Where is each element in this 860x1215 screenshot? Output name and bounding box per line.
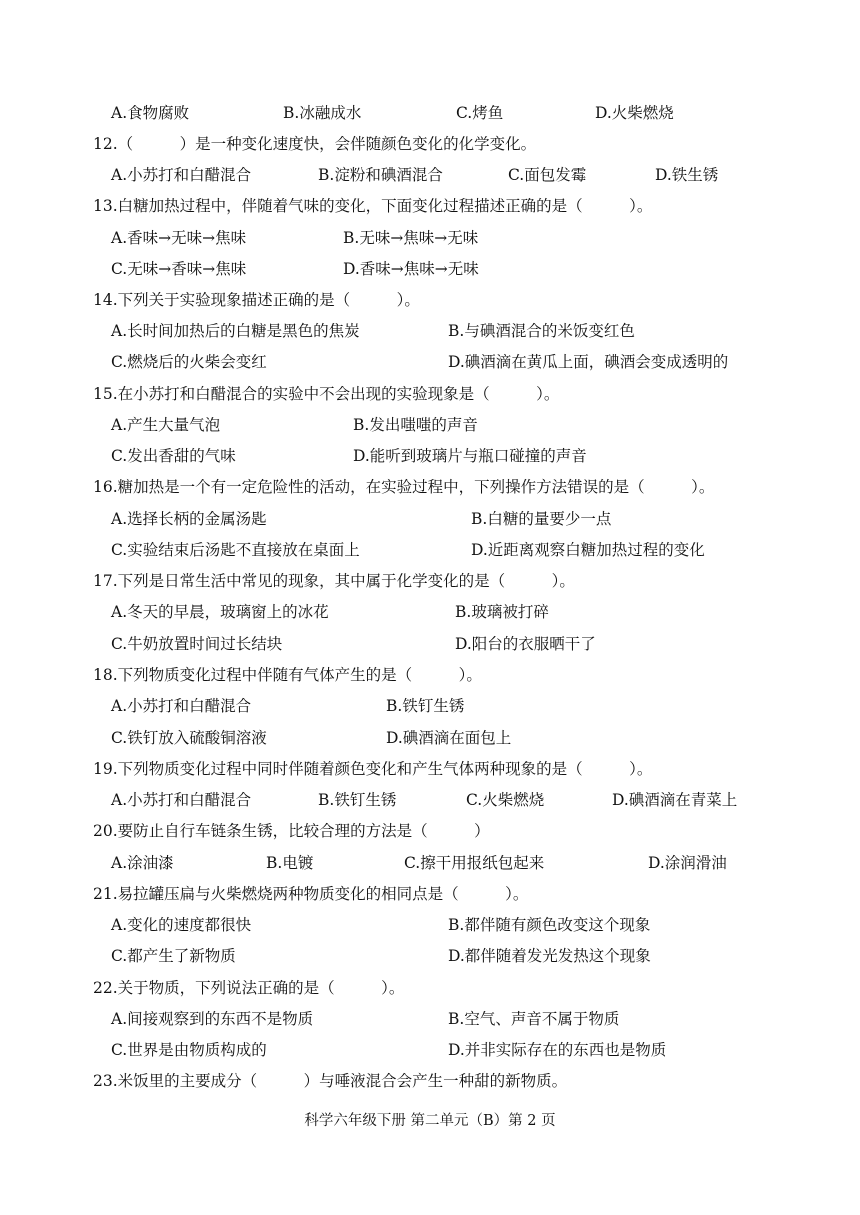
question-stem (0, 382, 860, 406)
q18-option-b: B.铁钉生锈 (386, 697, 465, 715)
q17-option-b: B.玻璃被打碎 (455, 603, 549, 621)
q11-option-d: D.火柴燃烧 (595, 104, 674, 122)
q19-option-b: B.铁钉生锈 (318, 791, 397, 809)
q12-stem: 12.（ ）是一种变化速度快，会伴随颜色变化的化学变化。 (93, 135, 537, 153)
page-footer: 科学六年级下册 第二单元（B）第 2 页 (304, 1113, 556, 1129)
q15-stem: 15.在小苏打和白醋混合的实验中不会出现的实验现象是（ ）。 (93, 385, 560, 403)
q22-options-row-2 (0, 1038, 860, 1062)
q17-option-a: A.冬天的早晨，玻璃窗上的冰花 (111, 603, 329, 621)
q22-options-row-1 (0, 1007, 860, 1031)
q15-option-c: C.发出香甜的气味 (111, 447, 236, 465)
q22-stem: 22.关于物质，下列说法正确的是（ ）。 (93, 979, 405, 997)
q12-option-d: D.铁生锈 (655, 166, 719, 184)
q20-option-d: D.涂润滑油 (648, 854, 727, 872)
q20-stem: 20.要防止自行车链条生锈，比较合理的方法是（ ） (93, 822, 490, 840)
q14-option-c: C.燃烧后的火柴会变红 (111, 353, 267, 371)
q21-options-row-2 (0, 944, 860, 968)
q11-option-a: A.食物腐败 (111, 104, 190, 122)
q17-stem: 17.下列是日常生活中常见的现象，其中属于化学变化的是（ ）。 (93, 572, 575, 590)
q13-options-row-1 (0, 226, 860, 250)
q11-option-b: B.冰融成水 (283, 104, 362, 122)
q18-stem: 18.下列物质变化过程中伴随有气体产生的是（ ）。 (93, 666, 482, 684)
q22-option-a: A.间接观察到的东西不是物质 (111, 1010, 314, 1028)
q19-options-row (0, 788, 860, 812)
q18-option-c: C.铁钉放入硫酸铜溶液 (111, 729, 267, 747)
q22-option-d: D.并非实际存在的东西也是物质 (448, 1041, 667, 1059)
q13-stem: 13.白糖加热过程中，伴随着气味的变化，下面变化过程描述正确的是（ ）。 (93, 197, 653, 215)
q22-option-b: B.空气、声音不属于物质 (448, 1010, 620, 1028)
q13-options-row-2 (0, 257, 860, 281)
q15-option-d: D.能听到玻璃片与瓶口碰撞的声音 (353, 447, 587, 465)
question-stem (0, 475, 860, 499)
q16-options-row-1 (0, 507, 860, 531)
q14-options-row-2 (0, 350, 860, 374)
q13-option-c: C.无味→香味→焦味 (111, 260, 247, 278)
q19-option-d: D.碘酒滴在青菜上 (612, 791, 738, 809)
q20-option-c: C.擦干用报纸包起来 (404, 854, 545, 872)
q16-option-c: C.实验结束后汤匙不直接放在桌面上 (111, 541, 360, 559)
q14-stem: 14.下列关于实验现象描述正确的是（ ）。 (93, 291, 420, 309)
q16-option-a: A.选择长柄的金属汤匙 (111, 510, 267, 528)
q21-stem: 21.易拉罐压扁与火柴燃烧两种物质变化的相同点是（ ）。 (93, 885, 529, 903)
q16-option-b: B.白糖的量要少一点 (471, 510, 612, 528)
q21-options-row-1 (0, 913, 860, 937)
q18-option-d: D.碘酒滴在面包上 (386, 729, 512, 747)
q18-options-row-2 (0, 726, 860, 750)
q12-option-c: C.面包发霉 (508, 166, 587, 184)
q22-option-c: C.世界是由物质构成的 (111, 1041, 267, 1059)
question-stem (0, 288, 860, 312)
q20-option-b: B.电镀 (266, 854, 314, 872)
q15-options-row-1 (0, 413, 860, 437)
q19-option-a: A.小苏打和白醋混合 (111, 791, 252, 809)
q16-option-d: D.近距离观察白糖加热过程的变化 (471, 541, 705, 559)
q13-option-d: D.香味→焦味→无味 (343, 260, 479, 278)
q18-options-row-1 (0, 694, 860, 718)
q23-stem: 23.米饭里的主要成分（ ）与唾液混合会产生一种甜的新物质。 (93, 1072, 568, 1090)
q21-option-a: A.变化的速度都很快 (111, 916, 252, 934)
q20-options-row (0, 851, 860, 875)
q12-option-b: B.淀粉和碘酒混合 (318, 166, 443, 184)
q14-option-d: D.碘酒滴在黄瓜上面，碘酒会变成透明的 (448, 353, 729, 371)
q11-options-row (0, 101, 860, 125)
q21-option-c: C.都产生了新物质 (111, 947, 236, 965)
q15-options-row-2 (0, 444, 860, 468)
question-stem (0, 569, 860, 593)
q12-option-a: A.小苏打和白醋混合 (111, 166, 252, 184)
q17-option-d: D.阳台的衣服晒干了 (455, 635, 596, 653)
q21-option-b: B.都伴随有颜色改变这个现象 (448, 916, 651, 934)
question-stem (0, 194, 860, 218)
q14-options-row-1 (0, 319, 860, 343)
question-stem (0, 976, 860, 1000)
q16-options-row-2 (0, 538, 860, 562)
q11-option-c: C.烤鱼 (456, 104, 504, 122)
q20-option-a: A.涂油漆 (111, 854, 174, 872)
q14-option-b: B.与碘酒混合的米饭变红色 (448, 322, 635, 340)
question-stem (0, 882, 860, 906)
question-stem (0, 132, 860, 156)
question-stem (0, 1069, 860, 1093)
q13-option-b: B.无味→焦味→无味 (343, 229, 479, 247)
q13-option-a: A.香味→无味→焦味 (111, 229, 247, 247)
q15-option-b: B.发出嗤嗤的声音 (353, 416, 478, 434)
q15-option-a: A.产生大量气泡 (111, 416, 221, 434)
q14-option-a: A.长时间加热后的白糖是黑色的焦炭 (111, 322, 360, 340)
question-stem (0, 757, 860, 781)
q19-stem: 19.下列物质变化过程中同时伴随着颜色变化和产生气体两种现象的是（ ）。 (93, 760, 653, 778)
question-stem (0, 819, 860, 843)
q17-options-row-1 (0, 600, 860, 624)
question-stem (0, 663, 860, 687)
q18-option-a: A.小苏打和白醋混合 (111, 697, 252, 715)
q19-option-c: C.火柴燃烧 (466, 791, 545, 809)
q17-option-c: C.牛奶放置时间过长结块 (111, 635, 283, 653)
q12-options-row (0, 163, 860, 187)
q21-option-d: D.都伴随着发光发热这个现象 (448, 947, 651, 965)
q16-stem: 16.糖加热是一个有一定危险性的活动，在实验过程中，下列操作方法错误的是（ ）。 (93, 478, 715, 496)
q17-options-row-2 (0, 632, 860, 656)
